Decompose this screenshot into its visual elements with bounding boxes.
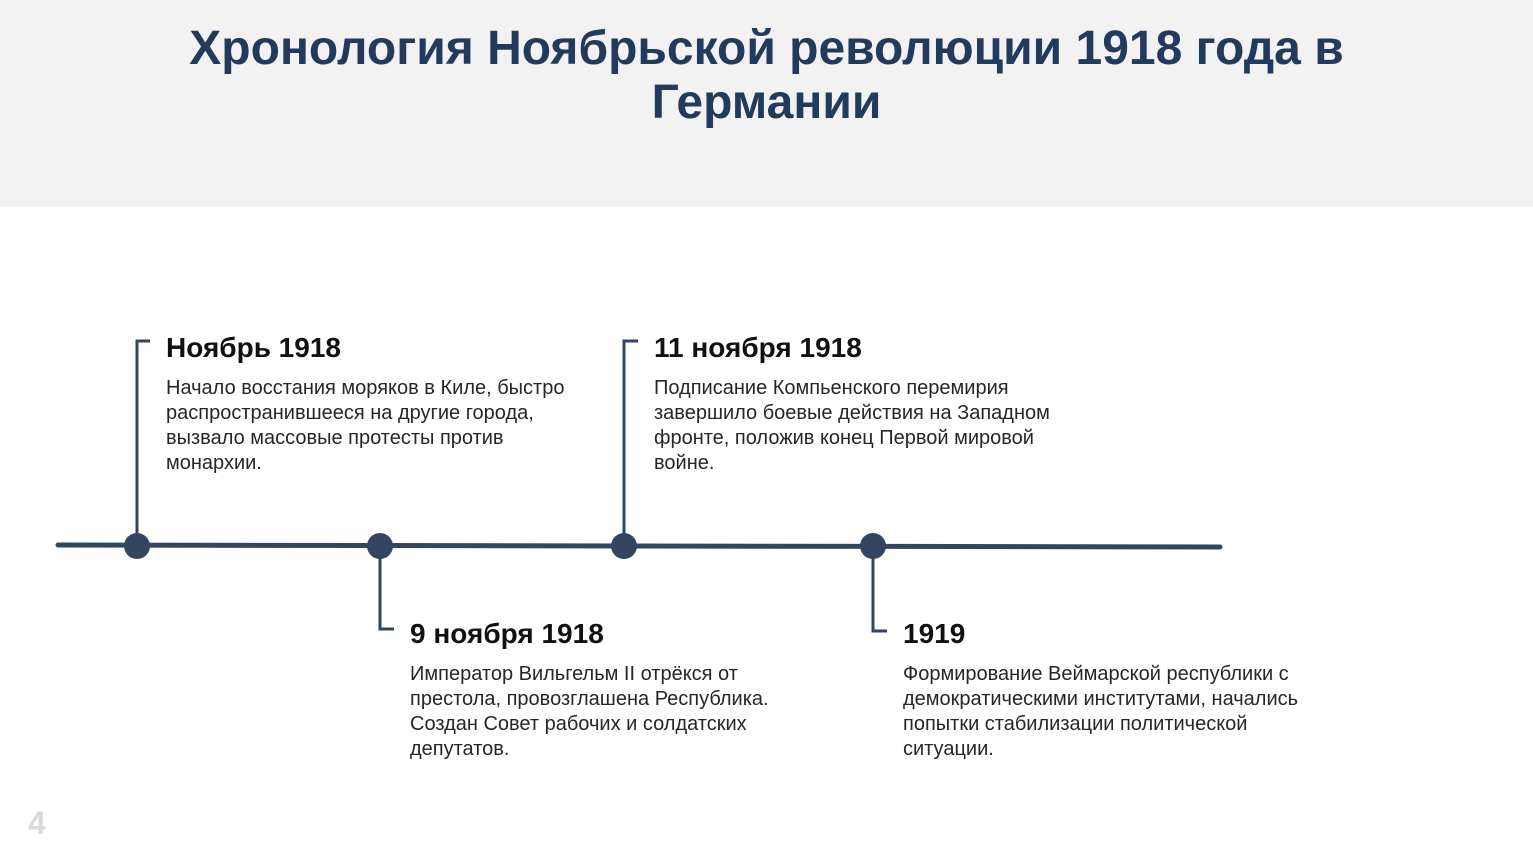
event-connector-3 [624,341,638,546]
event-november-1918 [166,332,596,476]
event-date: Ноябрь 1918 [166,332,341,363]
timeline-marker-4 [860,533,886,559]
event-11-november-1918 [654,332,1084,476]
timeline-axis [58,545,1220,547]
event-date: 9 ноября 1918 [410,618,604,649]
event-description: Формирование Веймарской республики с демократическими институтами, начались попытки стабилизации политической ситуации. [903,663,1299,760]
event-description: Император Вильгельм II отрёкся от престола, провозглашена Республика. Создан Совет рабочих и солдатских депутатов. [410,663,769,760]
event-description: Начало восстания моряков в Киле, быстро распространившееся на другие города, вызвало массовые протесты против монархии. [166,377,565,474]
page-number: 4 [28,805,46,841]
event-connector-1 [137,341,150,546]
event-9-november-1918 [410,618,810,762]
event-date: 11 ноября 1918 [654,332,862,363]
event-description: Подписание Компьенского перемирия завершило боевые действия на Западном фронте, положив конец Первой мировой войне. [654,377,1050,474]
event-date: 1919 [903,618,966,649]
event-1919 [903,618,1328,762]
slide-title: Хронология Ноябрьской революции 1918 года в Германии [189,22,1344,129]
timeline-marker-1 [124,533,150,559]
timeline-marker-3 [611,533,637,559]
timeline-marker-2 [367,533,393,559]
